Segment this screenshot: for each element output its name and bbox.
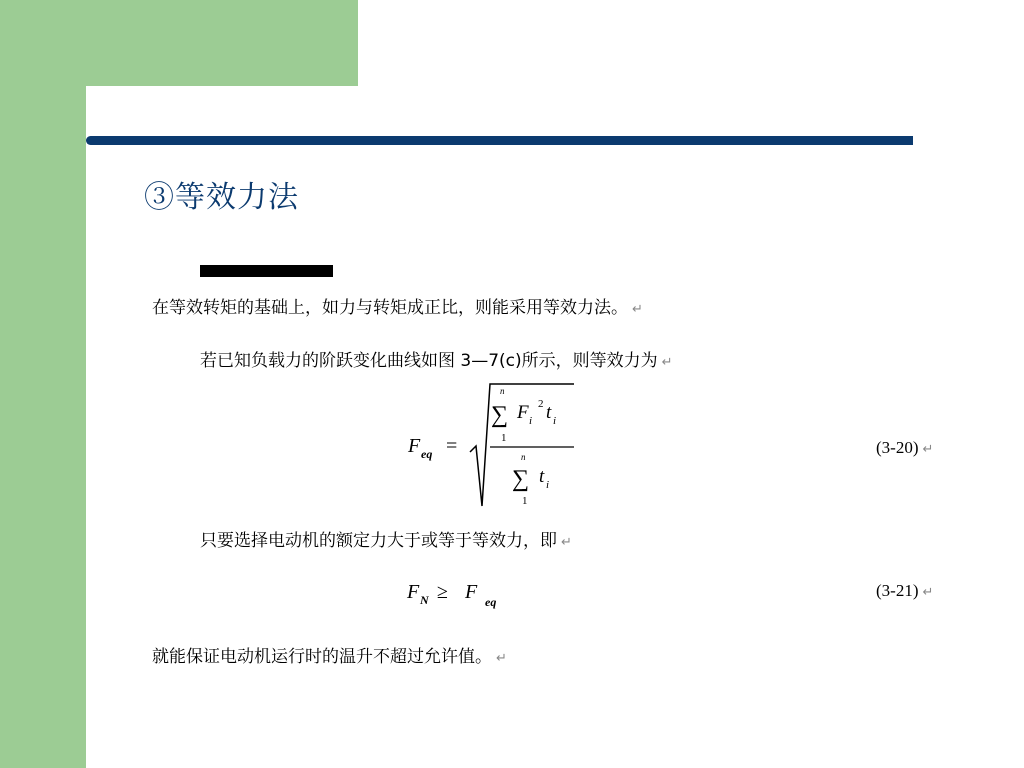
eq1-number: (3-20) — [876, 438, 919, 457]
num-sum-symbol: ∑ — [491, 402, 509, 428]
eq2-relation: ≥ — [437, 581, 448, 603]
return-mark: ↵ — [632, 302, 643, 317]
return-mark: ↵ — [561, 535, 572, 550]
num-t: t — [546, 402, 552, 423]
den-t-sub: i — [546, 479, 550, 491]
eq2-lhs: F — [407, 581, 420, 603]
den-sum-symbol: ∑ — [512, 466, 530, 492]
redaction-bar — [200, 265, 333, 277]
equation-3-21 — [405, 574, 525, 610]
return-mark: ↵ — [496, 651, 507, 666]
eq2-lhs-sub: N — [420, 593, 429, 607]
return-mark: ↵ — [922, 441, 934, 456]
top-green-band — [0, 0, 358, 86]
eq2-number: (3-21) — [876, 581, 919, 600]
eq2-rhs: F — [465, 581, 478, 603]
paragraph-4-text: 就能保证电动机运行时的温升不超过允许值。 — [152, 647, 492, 667]
eq1-lhs: F — [408, 435, 421, 457]
return-mark: ↵ — [661, 355, 673, 370]
num-sum-upper: n — [500, 386, 505, 396]
num-var-sub: i — [529, 415, 533, 427]
content-corner-curve — [86, 86, 176, 176]
eq1-lhs-sub: eq — [421, 447, 433, 461]
equation-number-3-21 — [876, 581, 933, 601]
equation-3-20 — [400, 380, 600, 510]
eq2-rhs-sub: eq — [485, 595, 497, 609]
return-mark: ↵ — [922, 584, 934, 599]
den-sum-lower: 1 — [522, 495, 528, 507]
num-var-sup: 2 — [538, 398, 544, 410]
paragraph-4 — [152, 642, 507, 667]
paragraph-2 — [200, 346, 673, 371]
paragraph-1 — [152, 293, 643, 318]
num-var: F — [517, 402, 529, 423]
paragraph-2-text: 若已知负载力的阶跃变化曲线如图 3—7(c)所示，则等效力为 — [200, 351, 658, 371]
num-sum-lower: 1 — [501, 432, 507, 444]
left-green-band — [0, 0, 86, 768]
num-t-sub: i — [553, 415, 557, 427]
slide-title: ③等效力法 — [144, 180, 299, 215]
title-rule — [86, 136, 913, 145]
paragraph-3 — [200, 526, 572, 551]
eq1-equals: = — [446, 435, 458, 457]
paragraph-3-text: 只要选择电动机的额定力大于或等于等效力，即 — [200, 531, 557, 551]
equation-number-3-20 — [876, 438, 933, 458]
den-t: t — [539, 466, 545, 487]
paragraph-1-text: 在等效转矩的基础上，如力与转矩成正比，则能采用等效力法。 — [152, 298, 628, 318]
den-sum-upper: n — [521, 452, 526, 462]
